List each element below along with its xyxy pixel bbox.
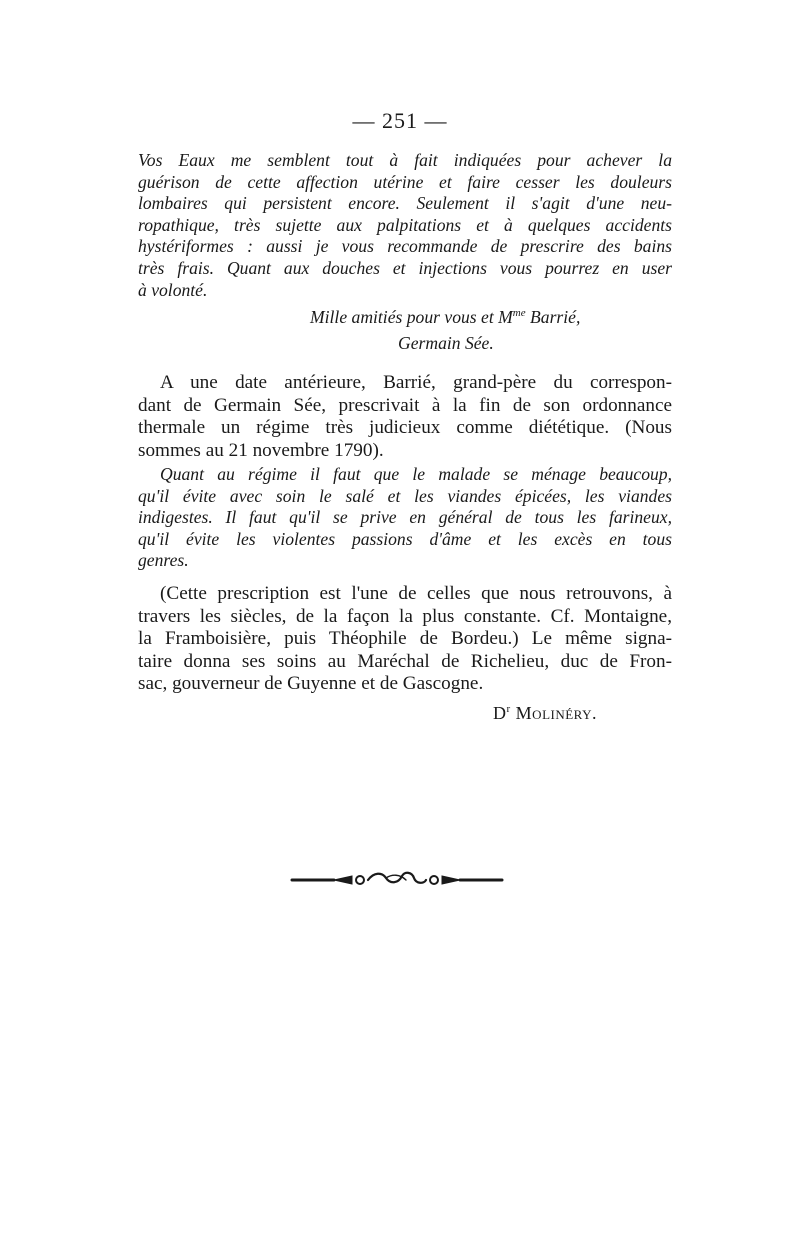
author-prefix: D (493, 703, 507, 723)
closing-name: Barrié, (525, 307, 581, 327)
prescription-line: indigestes. Il faut qu'il se prive en général de tous les farineux, (138, 507, 672, 528)
paragraph-line: A une date antérieure, Barrié, grand-père du correspon- (160, 372, 672, 393)
prescription-quote (138, 464, 672, 572)
closing-text: Mille amitiés pour vous et M (310, 307, 513, 327)
letter-line: ropathique, très sujette aux palpitations et à quelques accidents (138, 214, 672, 235)
page-number: — 251 — (352, 108, 448, 133)
tailpiece-ornament (290, 868, 504, 892)
letter-line: à volonté. (138, 279, 208, 300)
prescription-line: qu'il évite les violentes passions d'âme et les excès en tous (138, 528, 672, 549)
letter-line: lombaires qui persistent encore. Seulement il s'agit d'une neu- (138, 193, 672, 214)
paragraph-line: sommes au 21 novembre 1790). (138, 439, 384, 461)
letter-excerpt (138, 150, 672, 301)
paragraph-line: la Framboisière, puis Théophile de Bordeu.) Le même signa- (138, 628, 672, 650)
letter-line: Vos Eaux me semblent tout à fait indiquées pour achever la (138, 150, 672, 170)
prescription-line: qu'il évite avec soin le salé et les viandes épicées, les viandes (138, 485, 672, 506)
prescription-line: Quant au régime il faut que le malade se ménage beaucoup, (160, 464, 672, 484)
author-signature (493, 703, 597, 724)
paragraph-line: taire donna ses soins au Maréchal de Richelieu, duc de Fron- (138, 650, 672, 672)
paragraph-line: (Cette prescription est l'une de celles que nous retrouvons, à (160, 583, 672, 604)
author-name: Molinéry. (515, 703, 598, 723)
author-prefix-superscript: r (506, 703, 511, 715)
paragraph-line: travers les siècles, de la façon la plus constante. Cf. Montaigne, (138, 605, 672, 627)
paragraph-antecedent (138, 372, 672, 462)
letter-closing (310, 307, 580, 328)
letter-line: très frais. Quant aux douches et injections vous pourrez en user (138, 257, 672, 278)
prescription-line: genres. (138, 550, 189, 571)
paragraph-commentary (138, 583, 672, 696)
closing-superscript: me (512, 307, 526, 320)
letter-signature: Germain Sée. (398, 333, 494, 353)
paragraph-line: thermale un régime très judicieux comme diététique. (Nous (138, 417, 672, 439)
letter-line: guérison de cette affection utérine et faire cesser les douleurs (138, 171, 672, 192)
paragraph-line: dant de Germain Sée, prescrivait à la fin de son ordonnance (138, 394, 672, 416)
letter-line: hystériformes : aussi je vous recommande de prescrire des bains (138, 236, 672, 257)
paragraph-line: sac, gouverneur de Guyenne et de Gascogne. (138, 673, 484, 695)
